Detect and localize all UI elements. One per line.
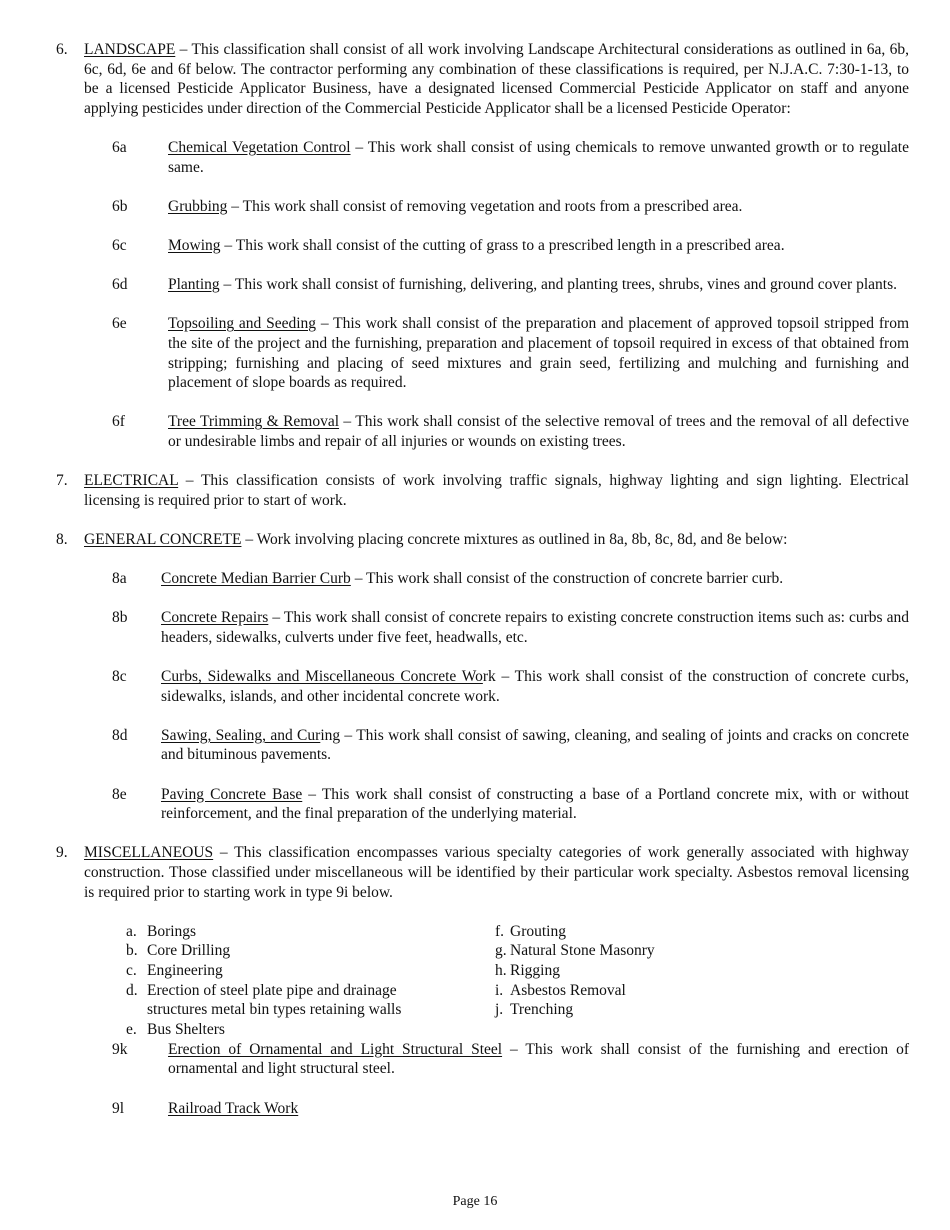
item-8a (112, 569, 909, 589)
list-text: Natural Stone Masonry (510, 942, 655, 960)
item-title: Chemical Vegetation Control (168, 138, 351, 156)
misc-list-left (126, 922, 456, 1040)
list-item (126, 981, 456, 1020)
list-letter: g. (495, 942, 507, 960)
list-text: Core Drilling (147, 942, 231, 960)
document-page (0, 40, 950, 1118)
section-text: – This classification encompasses various specialty categories of work generally associated with highway construction. Those classified under miscellaneous will be identified by their particular work specialty. Asbestos removal licensing is required prior to starting work in type 9i below. (84, 844, 909, 901)
list-text: Engineering (147, 961, 223, 979)
item-9l (112, 1099, 909, 1119)
item-6b (112, 197, 909, 217)
item-text: – This work shall consist of sawing, cleaning, and sealing of joints and cracks on concrete and bituminous pavements. (161, 726, 909, 764)
item-title-rest: ing (320, 726, 341, 744)
section-text: – This classification consists of work involving traffic signals, highway lighting and sign lighting. Electrical licensing is required prior to start of work. (84, 472, 909, 509)
list-letter: f. (495, 922, 505, 940)
item-text: – This work shall consist of the construction of concrete barrier curb. (350, 570, 784, 588)
list-letter: b. (126, 942, 138, 960)
list-text: Erection of steel plate pipe and drainage structures metal bin types retaining walls (147, 981, 402, 1019)
section-7-electrical (56, 471, 909, 510)
section-number: 8. (56, 530, 68, 548)
item-text: – This work shall consist of furnishing, delivering, and planting trees, shrubs, vines and ground cover plants. (219, 276, 897, 294)
misc-specialty-list (0, 922, 950, 1040)
page-number: Page 16 (452, 1194, 498, 1209)
item-code: 6f (112, 413, 125, 431)
item-9k (112, 1040, 909, 1079)
item-text: – This work shall consist of the cutting of grass to a prescribed length in a prescribed area. (220, 236, 785, 254)
list-text: Borings (147, 922, 197, 940)
section-9-miscellaneous (56, 843, 909, 902)
item-title: Curbs, Sidewalks and Miscellaneous Concrete Wo (161, 668, 483, 685)
section-title: ELECTRICAL (84, 472, 179, 490)
section-text: – Work involving placing concrete mixtures as outlined in 8a, 8b, 8c, 8d, and 8e below: (241, 530, 788, 548)
item-code: 6e (112, 315, 127, 333)
misc-list-right (495, 922, 795, 1020)
item-8c (112, 667, 909, 706)
item-code: 6a (112, 138, 127, 156)
item-code: 8e (112, 785, 127, 803)
item-8e (112, 785, 909, 824)
section-6-landscape (56, 40, 909, 118)
item-8d (112, 726, 909, 765)
section-title: LANDSCAPE (84, 41, 176, 58)
item-text: – This work shall consist of using chemicals to remove unwanted growth or to regulate same. (168, 138, 909, 176)
item-title: Topsoiling and Seeding (168, 315, 317, 333)
list-letter: a. (126, 922, 137, 940)
item-title: Railroad Track Work (168, 1099, 299, 1117)
list-text: Grouting (510, 922, 566, 940)
item-text: – This work shall consist of the furnishing and erection of ornamental and light structural steel. (168, 1040, 909, 1078)
item-title-rest: rk (482, 668, 496, 685)
list-item (495, 961, 795, 981)
list-item (126, 1020, 456, 1040)
item-6f (112, 412, 909, 451)
section-title: MISCELLANEOUS (84, 844, 214, 862)
list-letter: h. (495, 961, 507, 979)
list-item (495, 922, 795, 942)
list-text: Bus Shelters (147, 1020, 225, 1038)
item-title: Erection of Ornamental and Light Structural Steel (168, 1040, 503, 1058)
item-code: 8a (112, 570, 127, 588)
item-title: Paving Concrete Base (161, 785, 303, 803)
item-code: 6d (112, 276, 128, 294)
section-number: 7. (56, 472, 68, 490)
item-text: – This work shall consist of concrete repairs to existing concrete construction items such as: curbs and headers, sidewalks, culverts under five feet, headwalls, etc. (161, 609, 909, 646)
list-text: Trenching (510, 1001, 574, 1019)
item-text: – This work shall consist of constructing a base of a Portland concrete mix, with or without reinforcement, and the final preparation of the underlying material. (161, 785, 909, 823)
item-text: – This work shall consist of the construction of concrete curbs, sidewalks, islands, and other incidental concrete work. (161, 668, 909, 705)
item-6a (112, 138, 909, 177)
section-text: – This classification shall consist of all work involving Landscape Architectural considerations as outlined in 6a, 6b, 6c, 6d, 6e and 6f below. The contractor performing any combination of these classifications is required, per N.J.A.C. 7:30-1-13, to be a licensed Pesticide Applicator Business, have a designated licensed Commercial Pesticide Applicator on staff and anyone applying pesticides under direction of the Commercial Pesticide Applicator shall be a licensed Pesticide Operator: (84, 41, 909, 117)
item-title: Sawing, Sealing, and Cur (161, 726, 321, 744)
list-letter: e. (126, 1020, 137, 1038)
item-title: Concrete Repairs (161, 609, 269, 627)
item-code: 8b (112, 609, 128, 627)
list-item (495, 981, 795, 1001)
item-title: Concrete Median Barrier Curb (161, 570, 351, 588)
section-number: 9. (56, 844, 68, 862)
item-code: 9l (112, 1099, 125, 1117)
section-number: 6. (56, 41, 68, 58)
list-text: Asbestos Removal (510, 981, 626, 999)
item-title: Mowing (168, 236, 221, 254)
list-item (495, 941, 795, 961)
list-text: Rigging (510, 961, 560, 979)
item-text: – This work shall consist of the selective removal of trees and the removal of all defective or undesirable limbs and repair of all injuries or wounds on existing trees. (168, 413, 909, 450)
list-letter: c. (126, 961, 137, 979)
item-text: – This work shall consist of the preparation and placement of approved topsoil stripped from the site of the project and the furnishing, preparation and placement of topsoil required in excess of that obtained from stripping; furnishing and placing of seed mixtures and grain seed, fertilizing and mulching and furnishing and placement of slope boards as required. (168, 315, 909, 392)
item-code: 6b (112, 197, 128, 215)
item-code: 6c (112, 236, 127, 254)
list-item (126, 922, 456, 942)
list-letter: d. (126, 981, 138, 999)
section-title: GENERAL CONCRETE (84, 530, 242, 548)
list-item (126, 961, 456, 981)
item-code: 8d (112, 726, 128, 744)
list-item (126, 941, 456, 961)
item-6c (112, 236, 909, 256)
list-item (495, 1000, 795, 1020)
item-6e (112, 314, 909, 392)
item-title: Grubbing (168, 197, 228, 215)
item-text: – This work shall consist of removing vegetation and roots from a prescribed area. (227, 197, 743, 215)
list-letter: i. (495, 981, 504, 999)
item-8b (112, 608, 909, 647)
item-6d (112, 275, 909, 295)
section-8-general-concrete (56, 530, 909, 550)
item-code: 8c (112, 668, 127, 685)
list-letter: j. (495, 1001, 504, 1019)
item-title: Tree Trimming & Removal (168, 413, 340, 431)
item-title: Planting (168, 276, 220, 294)
item-code: 9k (112, 1040, 128, 1058)
